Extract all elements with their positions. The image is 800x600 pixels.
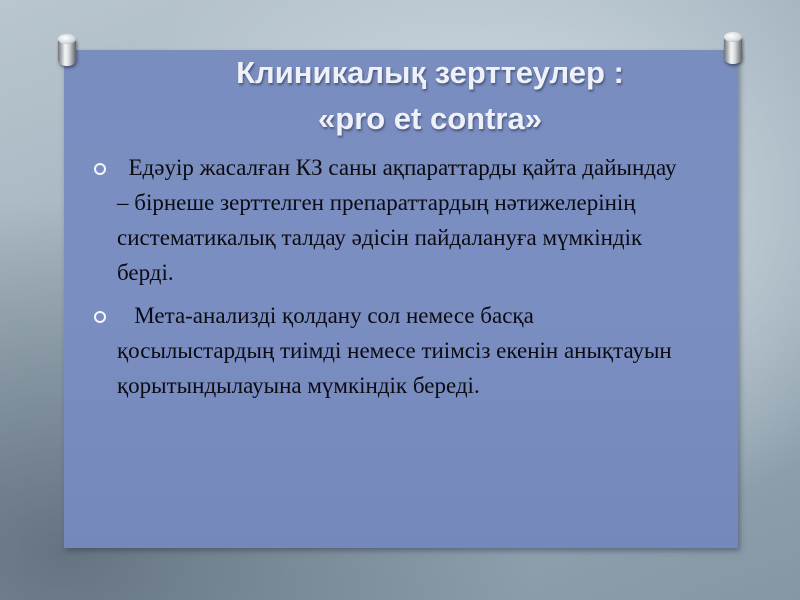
hollow-circle-bullet-icon — [94, 311, 106, 323]
bullet-list — [92, 150, 692, 411]
slide-title-line-2: «pro et contra» — [318, 101, 542, 136]
hollow-circle-bullet-icon — [94, 163, 106, 175]
pushpin-left-icon — [58, 36, 76, 66]
slide-title — [130, 50, 730, 142]
bullet-item-1 — [92, 150, 692, 290]
slide-title-line-1: Клиникалық зерттеулер : — [236, 55, 624, 90]
bullet-text-2: Мета-анализді қолдану сол немесе басқа қосылыстардың тиімді немесе тиімсіз екенін анықтауын қорытындылауына мүмкіндік береді. — [117, 303, 672, 398]
bullet-item-2 — [92, 298, 692, 403]
bullet-text-1: Едәуір жасалған КЗ саны ақпараттарды қайта дайындау – бірнеше зерттелген препараттардың нәтижелерінің систематикалық талдау әдісін пайдалануға мүмкіндік берді. — [117, 155, 677, 285]
